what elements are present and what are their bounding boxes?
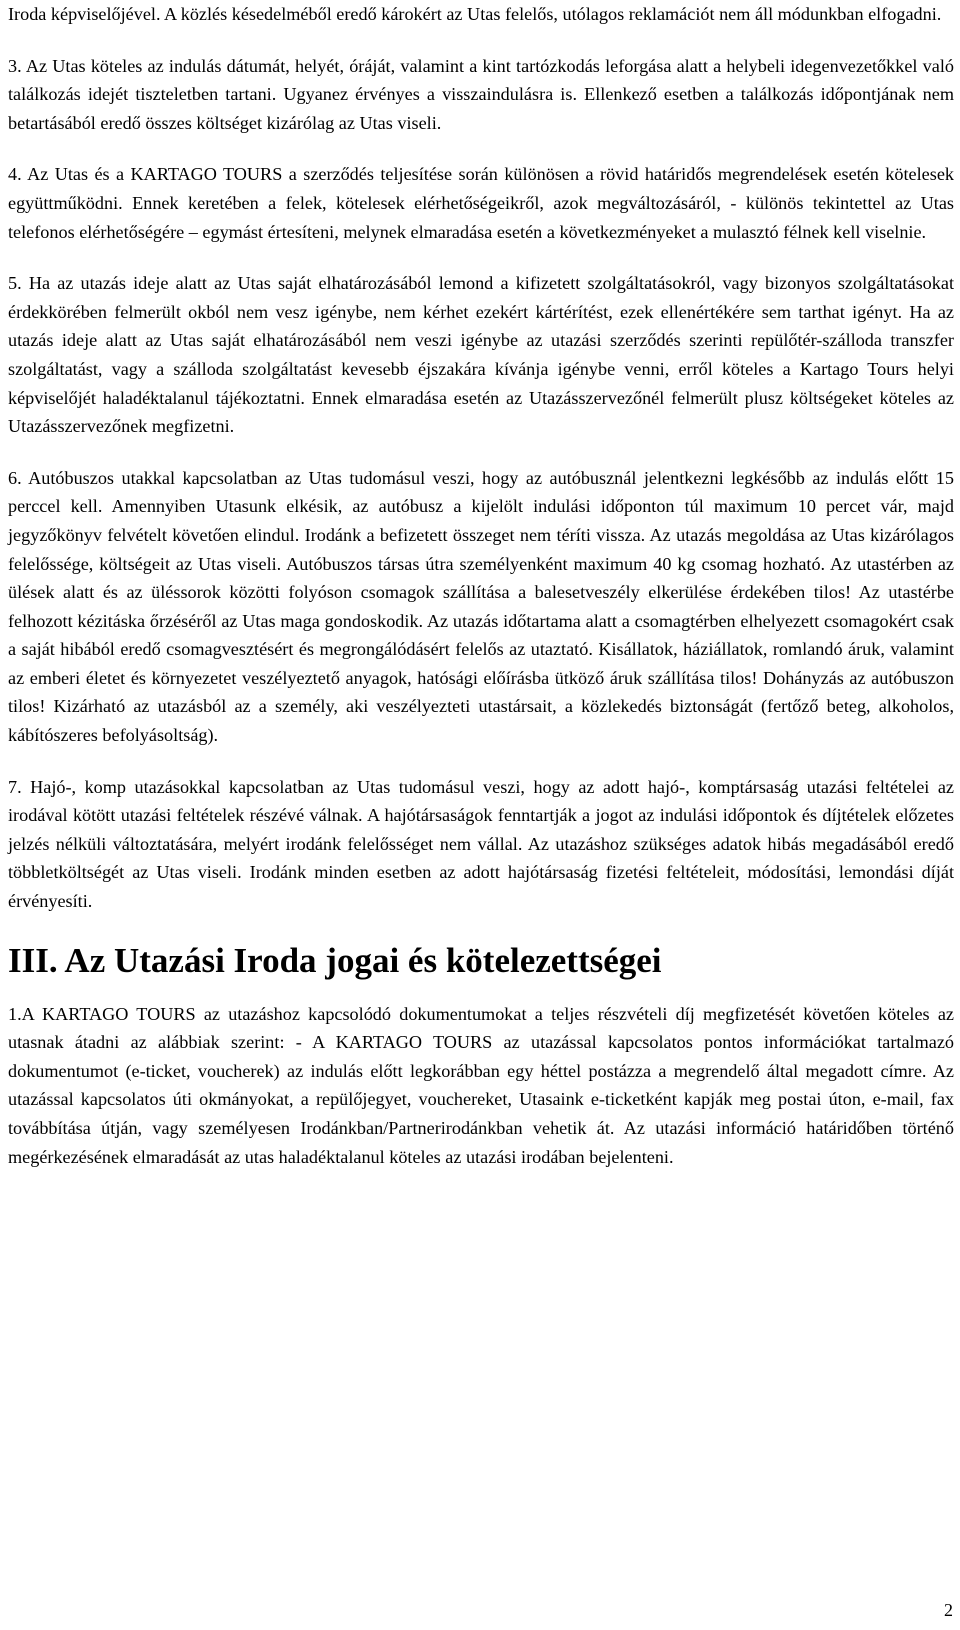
document-page [8, 0, 954, 1171]
section-heading: III. Az Utazási Iroda jogai és kötelezettségei [8, 940, 662, 980]
paragraph-gap [8, 441, 954, 464]
paragraph-6: 6. Autóbuszos utakkal kapcsolatban az Utas tudomásul veszi, hogy az autóbusznál jelentkezni legkésőbb az indulás előtt 15 perccel kell. Amennyiben Utasunk elkésik, az autóbusz a kijelölt indulási időponton túl maximum 10 percet vár, majd jegyzőkönyv felvételt követően elindul. Irodánk a befizetett összeget nem téríti vissza. Az utazás megoldása az Utas kizárólagos felelőssége, költségeit az Utas viseli. Autóbuszos társas útra személyenként maximum 40 kg csomag hozható. Az utastérben az ülések alatt és az üléssorok közötti folyóson csomagok szállítása a balesetveszély elkerülése érdekében tilos! Az utastérbe felhozott kézitáska őrzéséről az Utas maga gondoskodik. Az utazás időtartama alatt a csomagtérben elhelyezett csomagokért csak a saját hibából eredő csomagvesztésért és megrongálódásért felelős az utaztató. Kisállatok, háziállatok, romlandó áruk, valamint az emberi életet és környezetet veszélyeztető anyagok, hatósági előírásba ütköző áruk szállítása tilos! Dohányzás az autóbuszon tilos! Kizárható az utazásból az a személy, aki veszélyezteti utastársait, a közlekedés biztonságát (fertőző beteg, alkoholos, kábítószeres befolyásoltság). [8, 467, 954, 746]
paragraph-gap [8, 137, 954, 160]
paragraph-gap [8, 750, 954, 773]
page-number: 2 [944, 1600, 953, 1620]
paragraph-5: 5. Ha az utazás ideje alatt az Utas saját elhatározásából lemond a kifizetett szolgáltatásokról, vagy bizonyos szolgáltatásokat érdekkörében felmerült okból nem vesz igénybe, nem kérhet ezekért kártérítést, ezek ellenértékére sem tarthat igényt. Ha az utazás ideje alatt az Utas saját elhatározásából nem veszi igénybe az utazási szerződés szerinti repülőtér-szálloda transzfer szolgáltatást, vagy a szálloda szolgáltatást kevesebb éjszakára kívánja igénybe venni, erről köteles a Kartago Tours helyi képviselőjét haladéktalanul tájékoztatni. Ennek elmaradása esetén az Utazásszervezőnél felmerült plusz költségeket köteles az Utazásszervezőnek megfizetni. [8, 273, 954, 437]
paragraph-gap [8, 29, 954, 52]
paragraph-gap [8, 246, 954, 269]
paragraph-4: 4. Az Utas és a KARTAGO TOURS a szerződés teljesítése során különösen a rövid határidős megrendelések esetén kötelesek együttműködni. Ennek keretében a felek, kötelesek elérhetőségeikről, azok megváltozásáról, - különös tekintettel az Utas telefonos elérhetőségére – egymást értesíteni, melynek elmaradása esetén a következményeket a mulasztó félnek kell viselnie. [8, 164, 954, 242]
paragraph-7: 7. Hajó-, komp utazásokkal kapcsolatban az Utas tudomásul veszi, hogy az adott hajó-, komptársaság utazási feltételei az irodával kötött utazási feltételek részévé válnak. A hajótársaságok fenntartják a jogot az indulási időpontok és díjtételek előzetes jelzés nélküli változtatására, melyért irodánk felelősséget nem vállal. Az utazáshoz szükséges adatok hibás megadásából eredő többletköltségét az Utas viseli. Irodánk minden esetben az adott hajótársaság fizetési feltételeit, módosítási, lemondási díját érvényesíti. [8, 776, 954, 912]
paragraph-intro: Iroda képviselőjével. A közlés késedelméből eredő károkért az Utas felelős, utólagos reklamációt nem áll módunkban elfogadni. [8, 4, 942, 24]
paragraph-3: 3. Az Utas köteles az indulás dátumát, helyét, óráját, valamint a kint tartózkodás leforgása alatt a helybeli idegenvezetőkkel való találkozás idejét tiszteletben tartani. Ugyanez érvényes a visszaindulásra is. Ellenkező esetben a találkozás időpontjának nem betartásából eredő összes költséget kizárólag az Utas viseli. [8, 55, 954, 133]
section-paragraph-1: 1.A KARTAGO TOURS az utazáshoz kapcsolódó dokumentumokat a teljes részvételi díj megfizetését követően köteles az utasnak átadni az alábbiak szerint: - A KARTAGO TOURS az utazással kapcsolatos pontos információkat tartalmazó dokumentumot (e-ticket, voucherek) az indulás előtt legkorábban egy héttel postázza a megrendelő által megadott címre. Az utazással kapcsolatos úti okmányokat, a repülőjegyet, vouchereket, Utasaink e-ticketként kapják meg postai úton, e-mail, fax továbbítása útján, vagy személyesen Irodánkban/Partnerirodánkban vehetik át. Az utazási információ határidőben történő megérkezésének elmaradását az utas haladéktalanul köteles az utazási irodában bejelenteni. [8, 1003, 954, 1167]
